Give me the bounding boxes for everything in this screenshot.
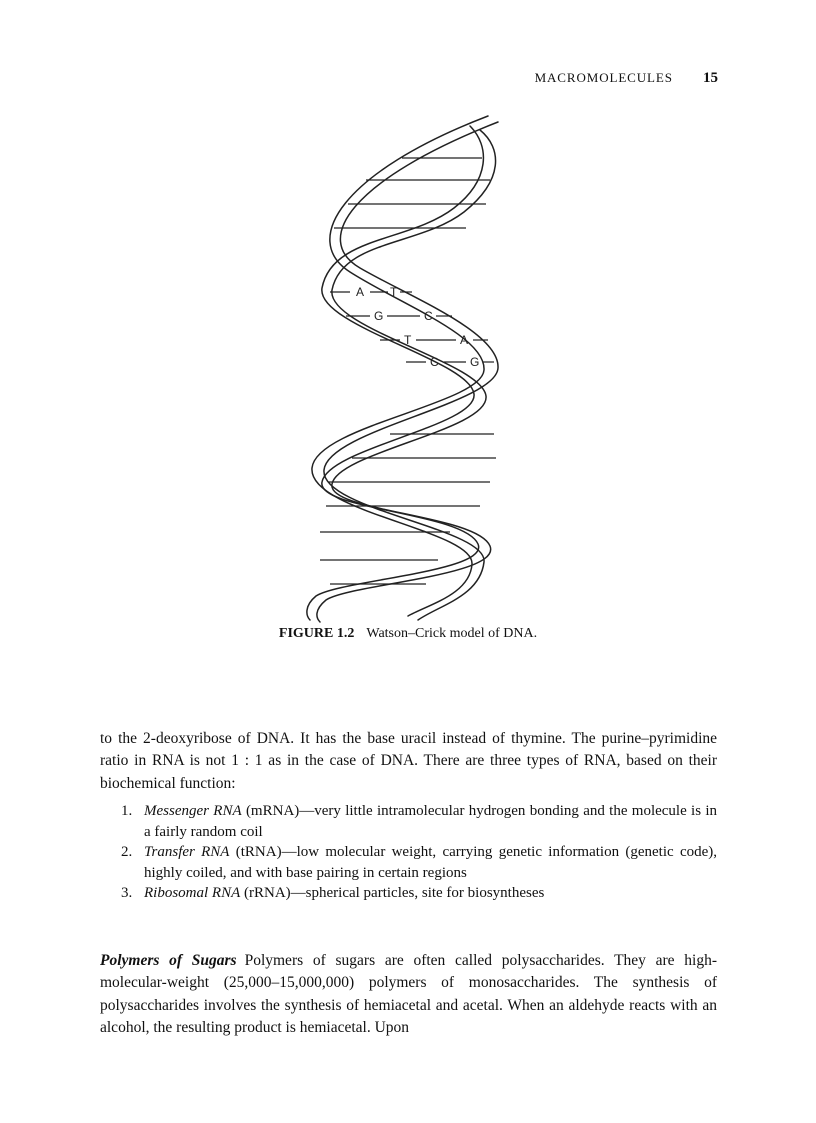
rna-type-abbr: (rRNA) bbox=[244, 885, 291, 901]
running-head bbox=[535, 70, 718, 87]
paragraph-body: Polymers of sugars are often called polysaccharides. They are high-molecular-weight (25,000–15,000,000) polymers of monosaccharides. The synthesis of polysaccharides involves the synthesis of hemiacetal and acetal. When an aldehyde reacts with an alcohol, the resulting product is hemiacetal. Upon bbox=[100, 951, 717, 1036]
base-pair-1-left: A bbox=[356, 285, 365, 299]
rna-type-description: —very little intramolecular hydrogen bonding and the molecule is in a fairly random coil bbox=[144, 803, 718, 840]
rna-type-name: Transfer RNA bbox=[144, 844, 230, 860]
dna-helix-figure bbox=[290, 100, 530, 625]
figure-caption-label: FIGURE 1.2 bbox=[278, 626, 355, 641]
list-item-number: 2. bbox=[121, 844, 133, 860]
list-item bbox=[100, 842, 717, 883]
rna-type-name: Messenger RNA bbox=[144, 803, 242, 819]
base-pair-4-left: C bbox=[430, 355, 439, 369]
running-head-section: MACROMOLECULES bbox=[534, 70, 673, 85]
base-pair-2-left: G bbox=[374, 309, 384, 323]
rna-type-name: Ribosomal RNA bbox=[144, 885, 241, 901]
rna-type-abbr: (tRNA) bbox=[235, 844, 282, 860]
helix-strand-one-inner bbox=[312, 116, 488, 616]
run-in-heading: Polymers of Sugars bbox=[100, 951, 237, 969]
base-pair-2-right: C bbox=[424, 309, 433, 323]
rna-type-description: —spherical particles, site for biosyntheses bbox=[290, 885, 545, 901]
base-pair-3-right: A bbox=[460, 333, 469, 347]
base-pair-labels bbox=[330, 285, 494, 369]
list-item bbox=[100, 883, 717, 904]
base-pair-4-right: G bbox=[470, 355, 480, 369]
list-item bbox=[100, 801, 717, 842]
figure-caption bbox=[0, 626, 816, 642]
list-item-number: 1. bbox=[121, 803, 133, 819]
list-item-number: 3. bbox=[121, 885, 133, 901]
figure-caption-text: Watson–Crick model of DNA. bbox=[366, 626, 538, 641]
page-number: 15 bbox=[703, 70, 718, 86]
helix-strands bbox=[307, 116, 498, 622]
rna-type-abbr: (mRNA) bbox=[245, 803, 300, 819]
base-pair-3-left: T bbox=[404, 333, 412, 347]
rna-types-list bbox=[100, 801, 717, 904]
intro-paragraph: to the 2-deoxyribose of DNA. It has the base uracil instead of thymine. The purine–pyrimidine ratio in RNA is not 1 : 1 as in the case of DNA. There are three types of RNA, based on their biochemical function: bbox=[100, 729, 717, 792]
polymers-of-sugars-paragraph bbox=[100, 950, 717, 1040]
base-pair-1-right: T bbox=[390, 285, 398, 299]
dna-helix-drawing bbox=[290, 100, 530, 625]
rna-type-description: —low molecular weight, carrying genetic information (genetic code), highly coiled, and with base pairing in certain regions bbox=[144, 844, 718, 881]
